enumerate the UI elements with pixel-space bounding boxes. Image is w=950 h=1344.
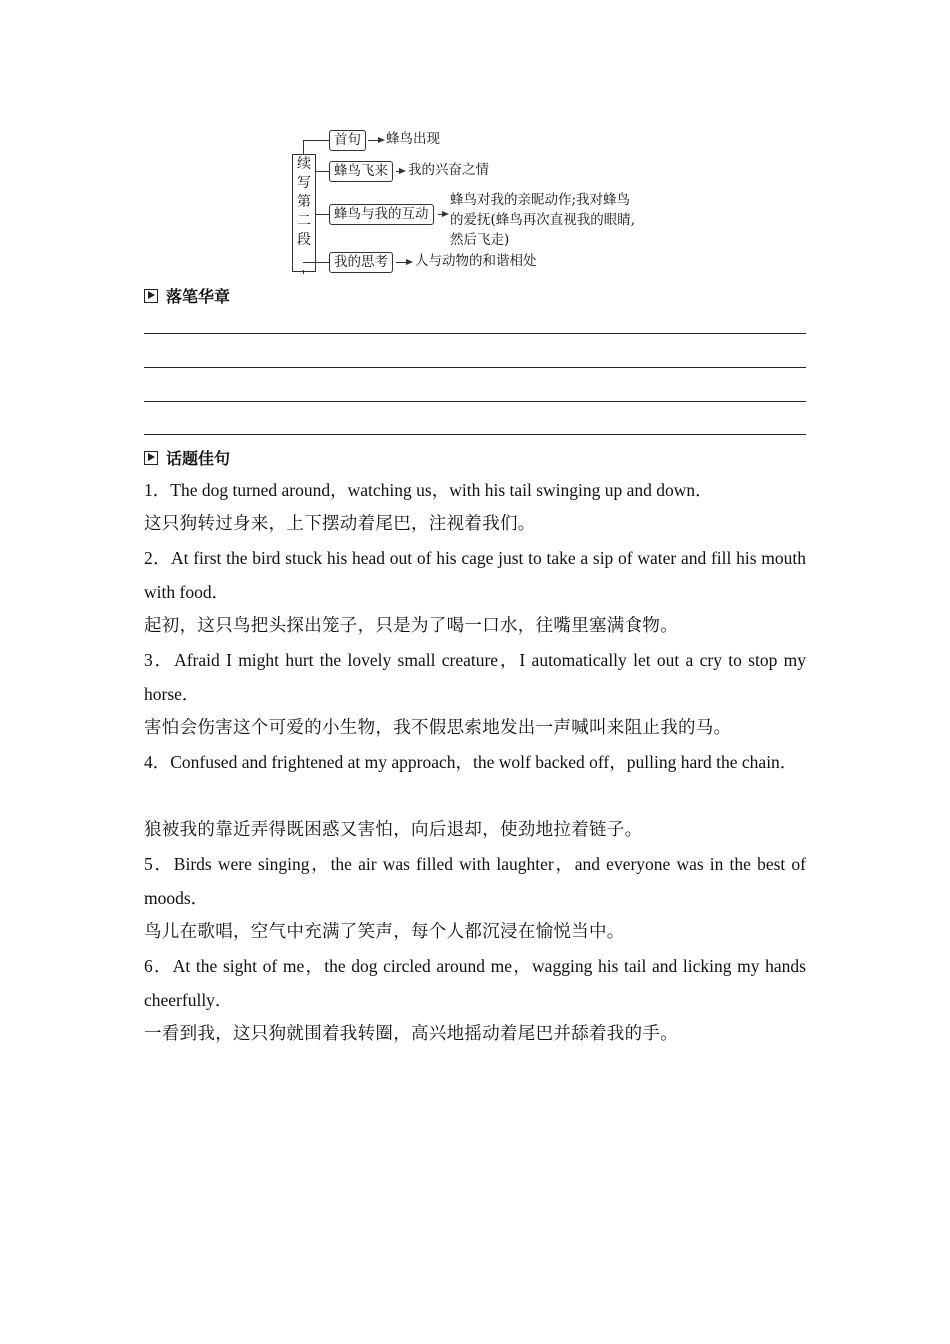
diagram-node-interaction: 蜂鸟与我的互动 xyxy=(329,204,434,225)
leaf-line: 然后飞走) xyxy=(450,232,510,248)
section-title: 落笔华章 xyxy=(166,287,231,306)
sentence-zh: 鸟儿在歌唱，空气中充满了笑声，每个人都沉浸在愉悦当中。 xyxy=(144,922,625,942)
section-header-writing xyxy=(144,284,230,307)
arrow-line xyxy=(368,140,378,141)
writing-line[interactable] xyxy=(144,401,806,402)
diagram-leaf: 蜂鸟出现 xyxy=(386,131,440,147)
sentence-zh: 狼被我的靠近弄得既困惑又害怕，向后退却，使劲地拉着链子。 xyxy=(144,820,643,840)
arrow-head xyxy=(406,259,413,265)
diagram-node-bird-comes: 蜂鸟飞来 xyxy=(329,161,393,182)
sentence-en: 1．The dog turned around，watching us，with his tail swinging up and down． xyxy=(144,480,713,500)
writing-line[interactable] xyxy=(144,434,806,435)
section-title: 话题佳句 xyxy=(166,449,231,468)
diagram-root xyxy=(292,154,316,272)
connector-horizontal xyxy=(315,171,329,172)
connector-trunk xyxy=(303,270,304,274)
connector-horizontal xyxy=(303,140,329,141)
sentence-en: 5．Birds were singing，the air was filled with laughter，and everyone was in the best of moods． xyxy=(144,854,806,908)
root-char: 段 xyxy=(297,232,311,248)
root-char: 二 xyxy=(297,213,311,229)
outline-diagram xyxy=(290,126,690,276)
connector-horizontal xyxy=(315,214,329,215)
play-triangle-icon xyxy=(144,289,158,303)
diagram-node-first-sentence: 首句 xyxy=(329,130,366,151)
writing-line[interactable] xyxy=(144,367,806,368)
diagram-node-thinking: 我的思考 xyxy=(329,252,393,273)
diagram-leaf: 我的兴奋之情 xyxy=(408,162,489,178)
arrow-head xyxy=(442,211,449,217)
sentence-en: 2．At first the bird stuck his head out of his cage just to take a sip of water and fill his mouth with food． xyxy=(144,548,806,602)
sentence-en: 6．At the sight of me，the dog circled around me，wagging his tail and licking my hands cheerfully． xyxy=(144,956,806,1010)
sentence-en: 3．Afraid I might hurt the lovely small creature，I automatically let out a cry to stop my horse． xyxy=(144,650,806,704)
diagram-leaf: 人与动物的和谐相处 xyxy=(415,253,537,269)
leaf-line: 的爱抚(蜂鸟再次直视我的眼睛, xyxy=(450,212,636,228)
play-triangle-icon xyxy=(144,451,158,465)
sentence-zh: 害怕会伤害这个可爱的小生物，我不假思索地发出一声喊叫来阻止我的马。 xyxy=(144,718,732,738)
sentence-en: 4．Confused and frightened at my approach，the wolf backed off，pulling hard the chain． xyxy=(144,752,798,772)
arrow-line xyxy=(396,262,406,263)
connector-trunk xyxy=(303,140,304,154)
root-char: 续 xyxy=(297,156,311,172)
leaf-line: 蜂鸟对我的亲昵动作;我对蜂鸟 xyxy=(450,192,631,208)
sentence-zh: 这只狗转过身来，上下摆动着尾巴，注视着我们。 xyxy=(144,514,536,534)
writing-line[interactable] xyxy=(144,333,806,334)
arrow-head xyxy=(378,137,385,143)
sentence-zh: 起初，这只鸟把头探出笼子，只是为了喝一口水，往嘴里塞满食物。 xyxy=(144,616,678,636)
root-char: 写 xyxy=(297,175,311,191)
sentence-zh: 一看到我，这只狗就围着我转圈，高兴地摇动着尾巴并舔着我的手。 xyxy=(144,1024,678,1044)
connector-horizontal xyxy=(303,262,329,263)
diagram-leaf-multi xyxy=(450,190,680,250)
arrow-head xyxy=(399,168,406,174)
root-char: 第 xyxy=(297,194,311,210)
section-header-sentences xyxy=(144,446,230,469)
